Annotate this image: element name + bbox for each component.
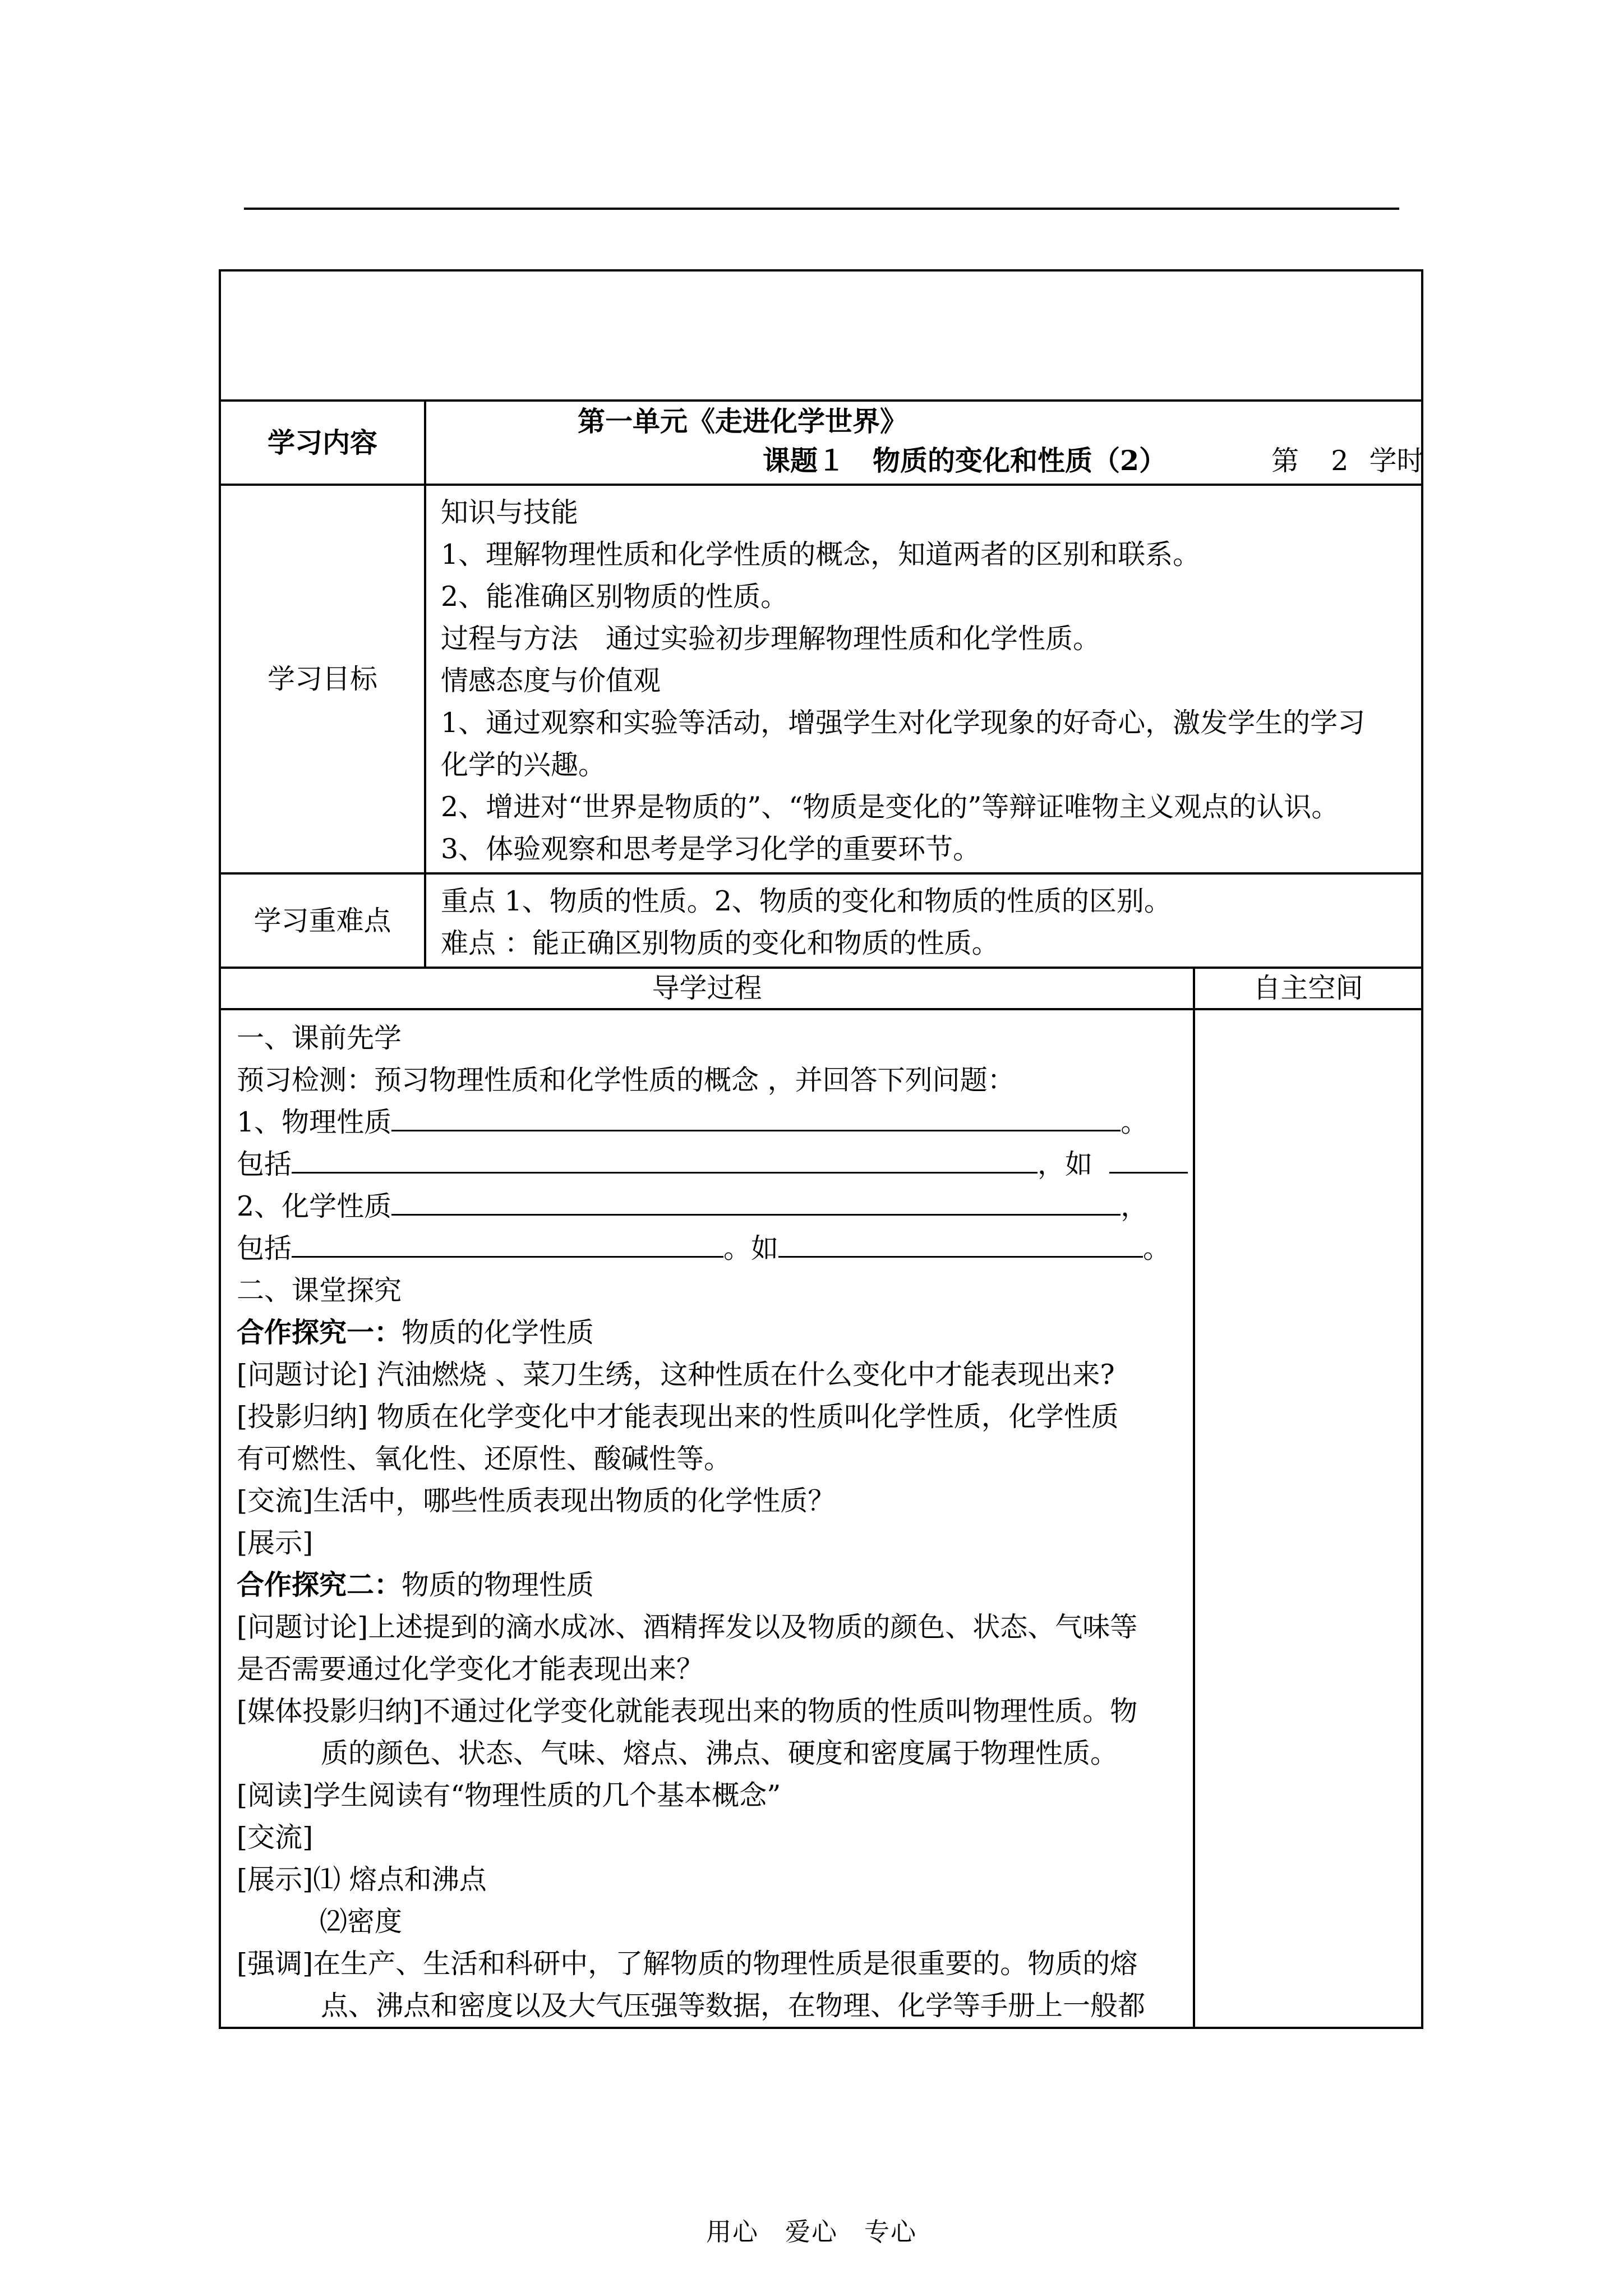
coop-topic: 物质的物理性质 (402, 1569, 594, 1601)
blank-header-cell (220, 270, 1422, 401)
goal-line: 3、体验观察和思考是学习化学的重要环节。 (441, 833, 981, 865)
answer-blank (391, 1187, 1121, 1216)
key-points-row (220, 873, 1422, 968)
blank-header-row (220, 270, 1422, 401)
page-footer: 用心 爱心 专心 (706, 2217, 917, 2247)
text-line: 质的颜色、状态、气味、熔点、沸点、硬度和密度属于物理性质。 (321, 1737, 1118, 1769)
key-points-label: 学习重难点 (220, 873, 425, 968)
punctuation: 。 (1143, 1232, 1171, 1264)
answer-blank (391, 1103, 1121, 1131)
process-header-row (220, 968, 1422, 1009)
includes-label: 包括 (237, 1148, 292, 1180)
punctuation: 。 (1121, 1106, 1149, 1138)
goal-line: 1、通过观察和实验等活动，增强学生对化学现象的好奇心，激发学生的学习 (441, 707, 1366, 739)
key-point-line: 重点 1、物质的性质。2、物质的变化和物质的性质的区别。 (441, 885, 1172, 917)
section-heading: 二、课堂探究 (237, 1274, 402, 1306)
text-line: [问题讨论]上述提到的滴水成冰、酒精挥发以及物质的颜色、状态、气味等 (237, 1611, 1138, 1643)
goal-line: 化学的兴趣。 (441, 749, 606, 781)
text-line: [展示] (237, 1527, 313, 1559)
text-line: ⑵密度 (320, 1906, 403, 1938)
text-line: 有可燃性、氧化性、还原性、酸碱性等。 (237, 1443, 732, 1475)
lesson-title: 课题１ 物质的变化和性质（2） (763, 444, 1167, 477)
free-space-cell (1194, 1009, 1422, 2028)
physical-includes (237, 1143, 1187, 1185)
preview-question: 预习检测：预习物理性质和化学性质的概念 ，并回答下列问题： (237, 1064, 1015, 1096)
goal-line: 2、增进对“世界是物质的”、“物质是变化的”等辩证唯物主义观点的认识。 (441, 791, 1339, 823)
text-line: [问题讨论] 汽油燃烧 、菜刀生绣，这种性质在什么变化中才能表现出来? (237, 1359, 1115, 1391)
unit-title: 第一单元《走进化学世界》 (578, 405, 908, 438)
header-rule (244, 208, 1399, 210)
goal-line: 情感态度与价值观 (441, 665, 661, 697)
learning-content-row (220, 401, 1422, 485)
question-chemical (237, 1185, 1187, 1227)
key-points-cell (425, 873, 1422, 968)
question-label: 1、物理性质 (237, 1106, 392, 1138)
goal-line: 知识与技能 (441, 496, 579, 528)
question-physical (237, 1101, 1187, 1143)
coop-heading (237, 1564, 1187, 1606)
goal-line: 2、能准确区别物质的性质。 (441, 581, 789, 613)
text-line: [强调]在生产、生活和科研中，了解物质的物理性质是很重要的。物质的熔 (237, 1948, 1138, 1980)
learning-goals-row (220, 485, 1422, 873)
answer-blank (778, 1229, 1143, 1258)
text-line: [交流]生活中，哪些性质表现出物质的化学性质？ (237, 1485, 836, 1517)
coop-title: 合作探究二： (237, 1568, 402, 1601)
coop-title: 合作探究一： (237, 1316, 402, 1349)
learning-goals-cell (425, 485, 1422, 873)
section-heading: 一、课前先学 (237, 1022, 402, 1054)
text-line: [展示]⑴ 熔点和沸点 (237, 1864, 487, 1895)
text-line: [交流] (237, 1821, 313, 1853)
period-suffix: 学时 (1369, 445, 1424, 477)
includes-label: 包括 (237, 1232, 292, 1264)
learning-content-cell (425, 401, 1422, 485)
period-number: 2 (1331, 445, 1349, 477)
example-label: ，如 (1038, 1148, 1093, 1180)
coop-topic: 物质的化学性质 (402, 1317, 594, 1349)
goal-line: 1、理解物理性质和化学性质的概念，知道两者的区别和联系。 (441, 539, 1201, 570)
free-space-header: 自主空间 (1194, 968, 1422, 1009)
text-line: [阅读]学生阅读有“物理性质的几个基本概念” (237, 1779, 781, 1811)
text-line: [投影归纳] 物质在化学变化中才能表现出来的性质叫化学性质，化学性质 (237, 1401, 1119, 1433)
answer-blank (1109, 1145, 1188, 1174)
text-line: 点、沸点和密度以及大气压强等数据，在物理、化学等手册上一般都 (321, 1990, 1146, 2022)
example-label: 。如 (723, 1232, 779, 1264)
lesson-plan-table (219, 269, 1423, 2029)
period-prefix: 第 (1271, 445, 1299, 477)
process-header: 导学过程 (220, 968, 1194, 1009)
goal-line: 过程与方法 通过实验初步理解物理性质和化学性质。 (441, 623, 1101, 655)
process-content-row (220, 1009, 1422, 2028)
text-line: [媒体投影归纳]不通过化学变化就能表现出来的物质的性质叫物理性质。物 (237, 1695, 1138, 1727)
key-point-line: 难点 ：能正确区别物质的变化和物质的性质。 (441, 927, 999, 959)
learning-content-label: 学习内容 (220, 401, 425, 485)
coop-heading (237, 1312, 1187, 1354)
process-content-cell (220, 1009, 1194, 2028)
answer-blank (292, 1145, 1038, 1174)
punctuation: ， (1121, 1190, 1149, 1222)
answer-blank (292, 1229, 723, 1258)
question-label: 2、化学性质 (237, 1190, 392, 1222)
learning-goals-label: 学习目标 (220, 485, 425, 873)
lesson-title-line (426, 441, 1424, 481)
text-line: 是否需要通过化学变化才能表现出来？ (237, 1653, 704, 1685)
chemical-includes (237, 1227, 1187, 1269)
